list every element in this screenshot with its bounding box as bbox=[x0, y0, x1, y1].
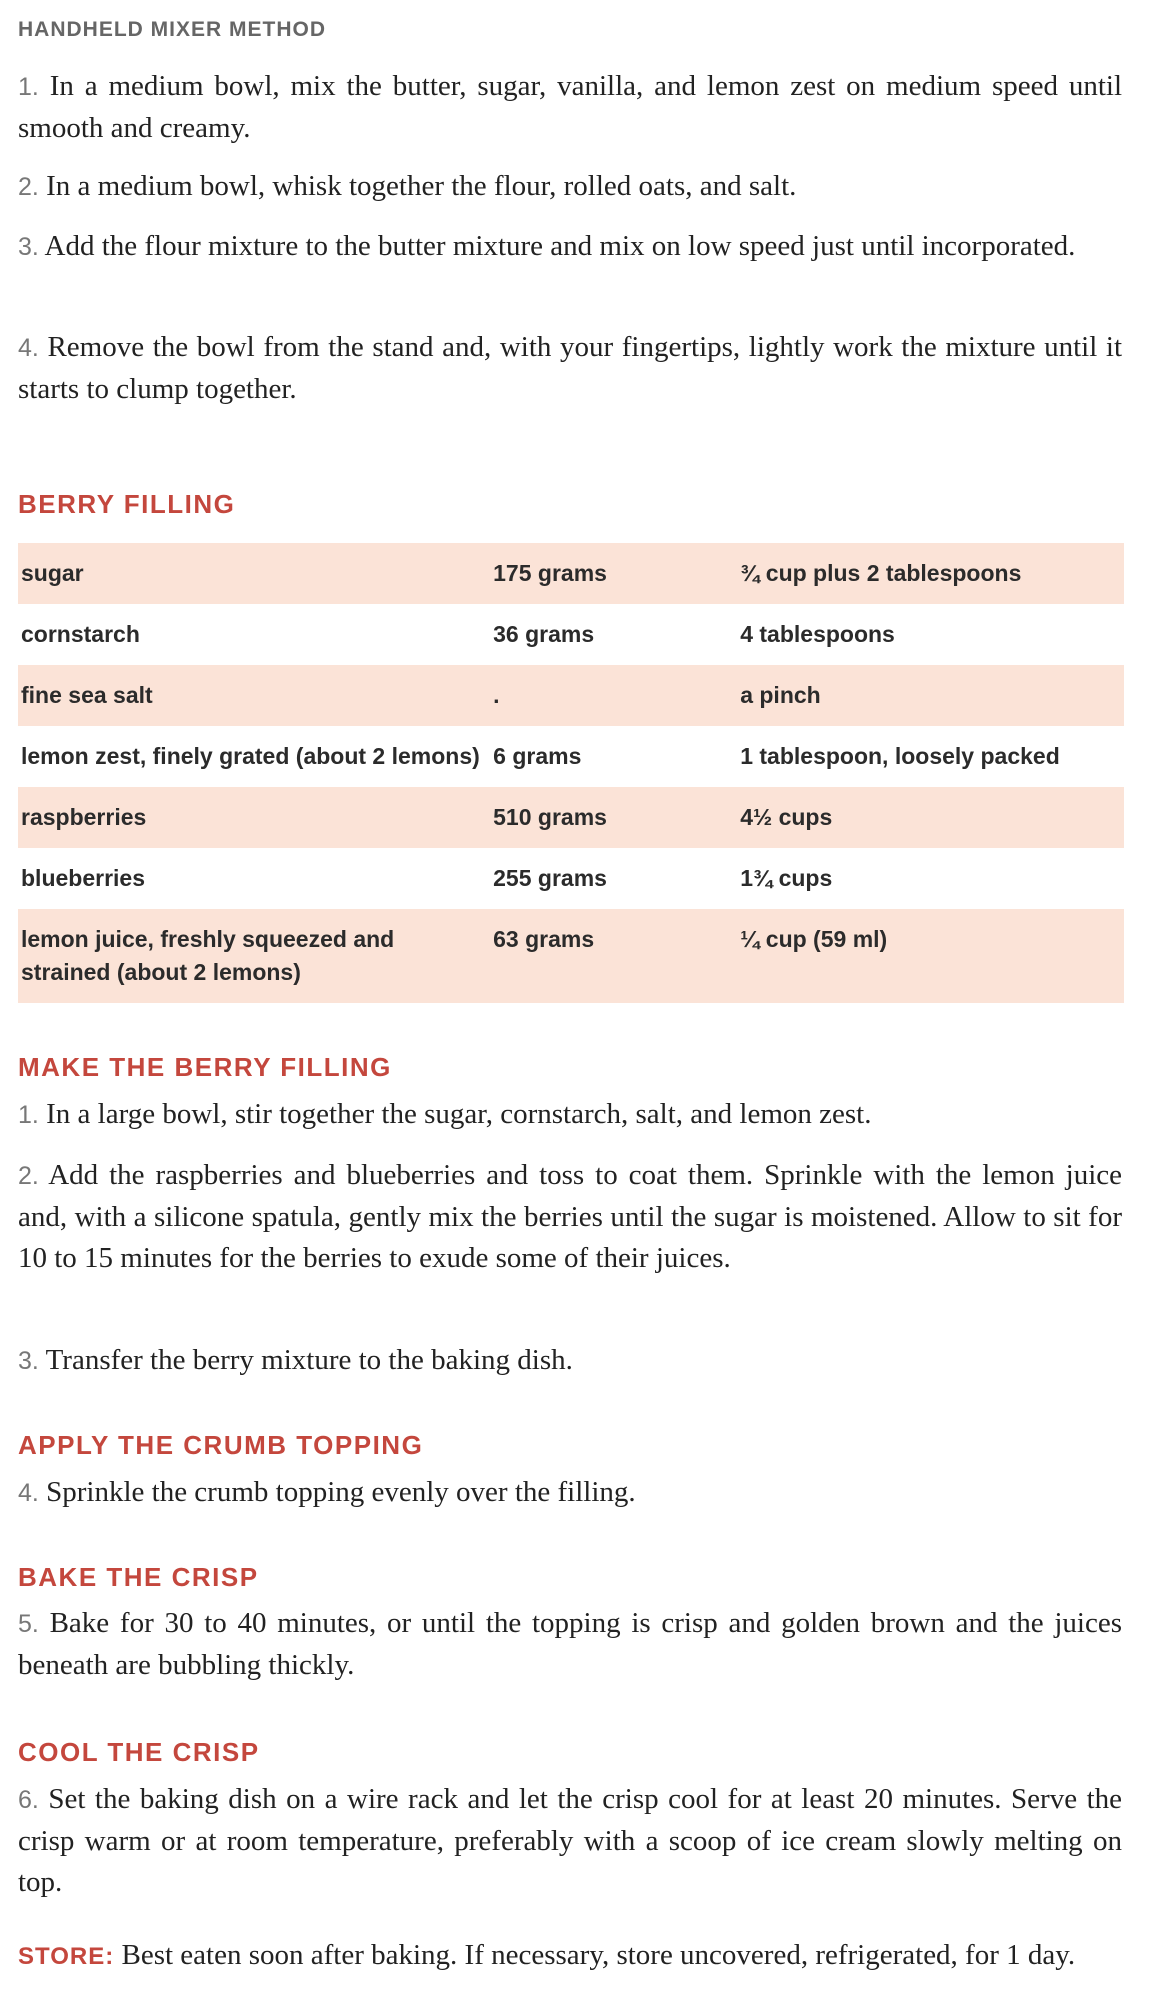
step-number: 2. bbox=[18, 173, 39, 201]
step-number: 6. bbox=[18, 1786, 39, 1814]
handheld-step-2 bbox=[18, 166, 1122, 208]
ingredient-grams: 6 grams bbox=[493, 743, 582, 769]
ingredient-volume: 1¾ cups bbox=[740, 865, 833, 891]
ingredient-table-wrap bbox=[18, 543, 1124, 1003]
make-filling-step-3 bbox=[18, 1340, 1122, 1382]
step-number: 4. bbox=[18, 1479, 39, 1507]
step-text: Bake for 30 to 40 minutes, or until the topping is crisp and golden brown and the juices beneath are bubbling thickly. bbox=[18, 1607, 1122, 1681]
step-number: 2. bbox=[18, 1162, 39, 1190]
step-text: In a medium bowl, whisk together the flour, rolled oats, and salt. bbox=[46, 170, 797, 202]
handheld-heading: HANDHELD MIXER METHOD bbox=[18, 18, 326, 41]
ingredient-grams: 510 grams bbox=[489, 787, 736, 848]
cool-heading: COOL THE CRISP bbox=[18, 1737, 260, 1767]
ingredient-row bbox=[18, 909, 1124, 1003]
step-text: Remove the bowl from the stand and, with your fingertips, lightly work the mixture until it starts to clump together. bbox=[18, 331, 1123, 405]
ingredient-volume: ¾ cup plus 2 tablespoons bbox=[736, 543, 1124, 604]
ingredient-grams: 255 grams bbox=[493, 865, 607, 891]
bake-step-5 bbox=[18, 1603, 1122, 1686]
ingredient-name: lemon juice, freshly squeezed and strained (about 2 lemons) bbox=[18, 909, 489, 1003]
ingredient-name: raspberries bbox=[18, 787, 489, 848]
step-number: 4. bbox=[18, 334, 39, 362]
step-number: 1. bbox=[18, 73, 39, 101]
make-filling-step-2 bbox=[18, 1155, 1122, 1279]
step-text: Sprinkle the crumb topping evenly over the filling. bbox=[46, 1476, 636, 1508]
handheld-step-3 bbox=[18, 226, 1122, 268]
ingredient-grams: 175 grams bbox=[489, 543, 736, 604]
bake-section bbox=[18, 1562, 1122, 1593]
make-filling-heading: MAKE THE BERRY FILLING bbox=[18, 1052, 392, 1082]
crumb-step-4 bbox=[18, 1472, 1122, 1514]
step-number: 1. bbox=[18, 1101, 39, 1129]
ingredient-table bbox=[18, 543, 1124, 1003]
cool-step-6 bbox=[18, 1779, 1122, 1903]
step-text: In a large bowl, stir together the sugar, cornstarch, salt, and lemon zest. bbox=[46, 1098, 872, 1130]
ingredient-name: cornstarch bbox=[21, 621, 140, 647]
step-text: Transfer the berry mixture to the baking dish. bbox=[45, 1344, 573, 1376]
step-number: 3. bbox=[18, 233, 39, 261]
handheld-step-1 bbox=[18, 66, 1122, 149]
ingredient-name: sugar bbox=[18, 543, 489, 604]
ingredient-name: blueberries bbox=[21, 865, 145, 891]
ingredient-grams: 63 grams bbox=[489, 909, 736, 1003]
ingredient-volume: a pinch bbox=[736, 665, 1124, 726]
ingredient-row bbox=[18, 726, 1124, 787]
store-text: Best eaten soon after baking. If necessary, store uncovered, refrigerated, for 1 day. bbox=[121, 1939, 1076, 1971]
step-text: Set the baking dish on a wire rack and let the crisp cool for at least 20 minutes. Serve the crisp warm or at room temperature, preferably with a scoop of ice cream slowly melting on top. bbox=[18, 1783, 1123, 1898]
ingredient-volume: ¼ cup (59 ml) bbox=[736, 909, 1124, 1003]
step-number: 5. bbox=[18, 1610, 39, 1638]
berry-filling-section bbox=[18, 489, 1122, 520]
make-filling-section bbox=[18, 1052, 1122, 1083]
ingredient-row bbox=[18, 543, 1124, 604]
ingredient-row bbox=[18, 848, 1124, 909]
step-number: 3. bbox=[18, 1347, 39, 1375]
ingredient-grams: . bbox=[489, 665, 736, 726]
crumb-heading: APPLY THE CRUMB TOPPING bbox=[18, 1430, 424, 1460]
store-label: STORE: bbox=[18, 1943, 115, 1970]
ingredient-row bbox=[18, 665, 1124, 726]
step-text: Add the raspberries and blueberries and toss to coat them. Sprinkle with the lemon juice and, with a silicone spatula, gently mix the berries until the sugar is moistened. Allow to sit for 10 to 15 minutes for the berries to exude some of their juices. bbox=[18, 1159, 1122, 1274]
bake-heading: BAKE THE CRISP bbox=[18, 1562, 259, 1592]
ingredient-volume: 4 tablespoons bbox=[740, 621, 895, 647]
step-text: Add the flour mixture to the butter mixture and mix on low speed just until incorporated. bbox=[44, 230, 1076, 262]
make-filling-step-1 bbox=[18, 1094, 1122, 1136]
crumb-section bbox=[18, 1430, 1122, 1461]
handheld-step-4 bbox=[18, 327, 1122, 410]
ingredient-volume: 4½ cups bbox=[736, 787, 1124, 848]
ingredient-row bbox=[18, 787, 1124, 848]
ingredient-name: lemon zest, finely grated (about 2 lemons) bbox=[21, 743, 480, 769]
berry-filling-heading: BERRY FILLING bbox=[18, 489, 236, 519]
ingredient-row bbox=[18, 604, 1124, 665]
cool-section bbox=[18, 1737, 1122, 1768]
store-note bbox=[18, 1935, 1122, 1977]
handheld-section bbox=[18, 18, 1122, 42]
ingredient-volume: 1 tablespoon, loosely packed bbox=[740, 743, 1060, 769]
ingredient-grams: 36 grams bbox=[493, 621, 595, 647]
step-text: In a medium bowl, mix the butter, sugar, vanilla, and lemon zest on medium speed until smooth and creamy. bbox=[18, 70, 1123, 144]
ingredient-name: fine sea salt bbox=[18, 665, 489, 726]
